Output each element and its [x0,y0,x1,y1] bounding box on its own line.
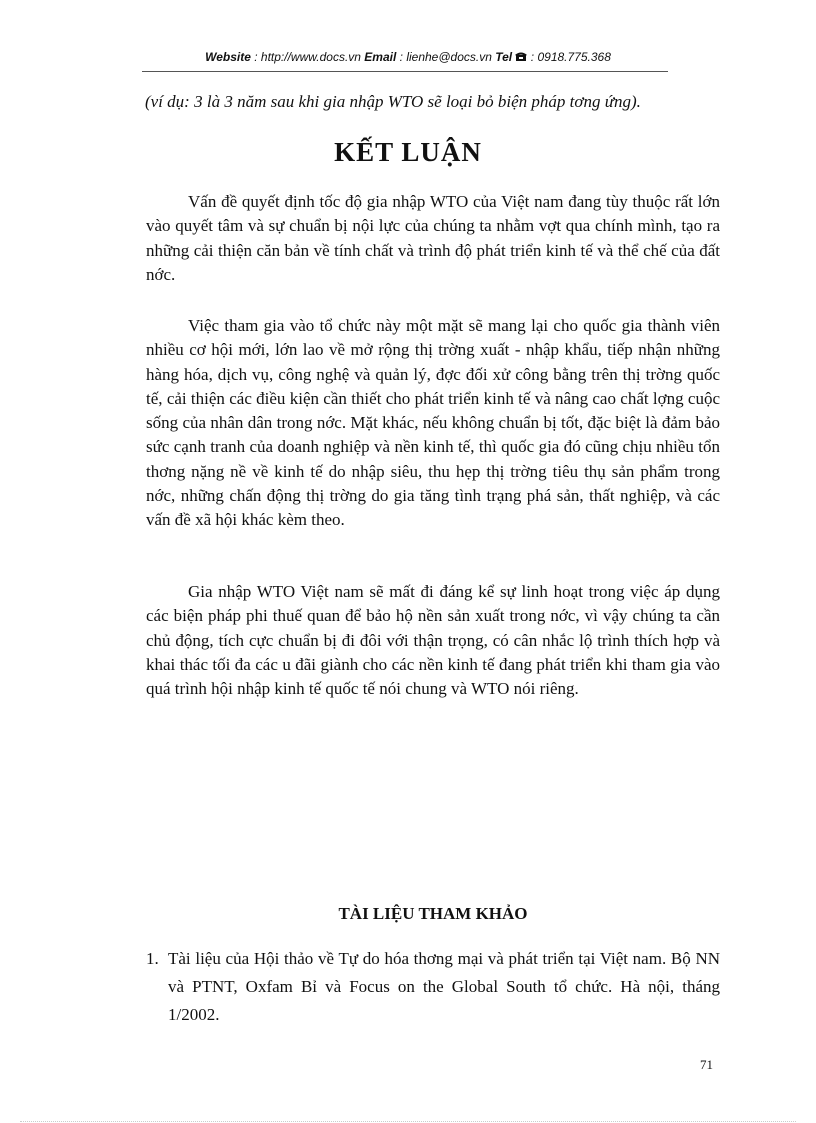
page-bottom-divider [20,1121,796,1122]
section-title: KẾT LUẬN [334,137,482,167]
reference-number: 1. [146,949,159,968]
tel-value: : 0918.775.368 [527,50,611,64]
email-label: Email [364,50,397,64]
header-divider [142,71,668,72]
example-note: (ví dụ: 3 là 3 năm sau khi gia nhập WTO sẽ loại bỏ biện pháp tơng ứng). [145,92,641,111]
page-header [0,50,816,64]
phone-icon [515,51,527,62]
reference-item [146,945,720,1029]
tel-label: Tel [495,50,513,64]
email-value: : lienhe@docs.vn [396,50,496,64]
paragraph-3: Gia nhập WTO Việt nam sẽ mất đi đáng kể sự linh hoạt trong việc áp dụng các biện pháp phi thuế quan để bảo hộ nền sản xuất trong nớc, vì vậy chúng ta cần chủ động, tích cực chuẩn bị đi đôi với thận trọng, có cân nhắc lộ trình thích hợp và khai thác tối đa các u đãi giành cho các nền kinh tế đang phát triển khi tham gia vào quá trình hội nhập kinh tế quốc tế nói chung và WTO nói riêng. [146,582,720,699]
paragraph-2: Việc tham gia vào tổ chức này một mặt sẽ mang lại cho quốc gia thành viên nhiều cơ hội mới, lớn lao về mở rộng thị trờng xuất - nhập khẩu, tiếp nhận những hàng hóa, dịch vụ, công nghệ và quản lý, đợc đối xử công bằng trên thị trờng quốc tế, cải thiện các điều kiện cần thiết cho phát triển kinh tế và nâng cao chất lợng cuộc sống của nhân dân trong nớc. Mặt khác, nếu không chuẩn bị tốt, đặc biệt là đảm bảo sức cạnh tranh của doanh nghiệp và nền kinh tế, thì quốc gia đó cũng chịu nhiều tổn thơng nặng nề về kinh tế do nhập siêu, thu hẹp thị trờng tiêu thụ sản phẩm trong nớc, những chấn động thị trờng do gia tăng tình trạng phá sản, thất nghiệp, và các vấn đề xã hội khác kèm theo. [146,316,720,530]
reference-text: Tài liệu của Hội thảo về Tự do hóa thơng mại và phát triển tại Việt nam. Bộ NN và PTNT, Oxfam Bỉ và Focus on the Global South tổ chức. Hà nội, tháng 1/2002. [168,949,720,1024]
references-title: TÀI LIỆU THAM KHẢO [338,904,528,923]
paragraph-1: Vấn đề quyết định tốc độ gia nhập WTO của Việt nam đang tùy thuộc rất lớn vào quyết tâm và sự chuẩn bị nội lực của chúng ta nhằm vợt qua chính mình, tạo ra những cải thiện căn bản về tính chất và trình độ phát triển kinh tế và thể chế của đất nớc. [146,192,720,284]
website-label: Website [205,50,251,64]
page-number: 71 [700,1057,713,1072]
website-value: : http://www.docs.vn [250,50,365,64]
